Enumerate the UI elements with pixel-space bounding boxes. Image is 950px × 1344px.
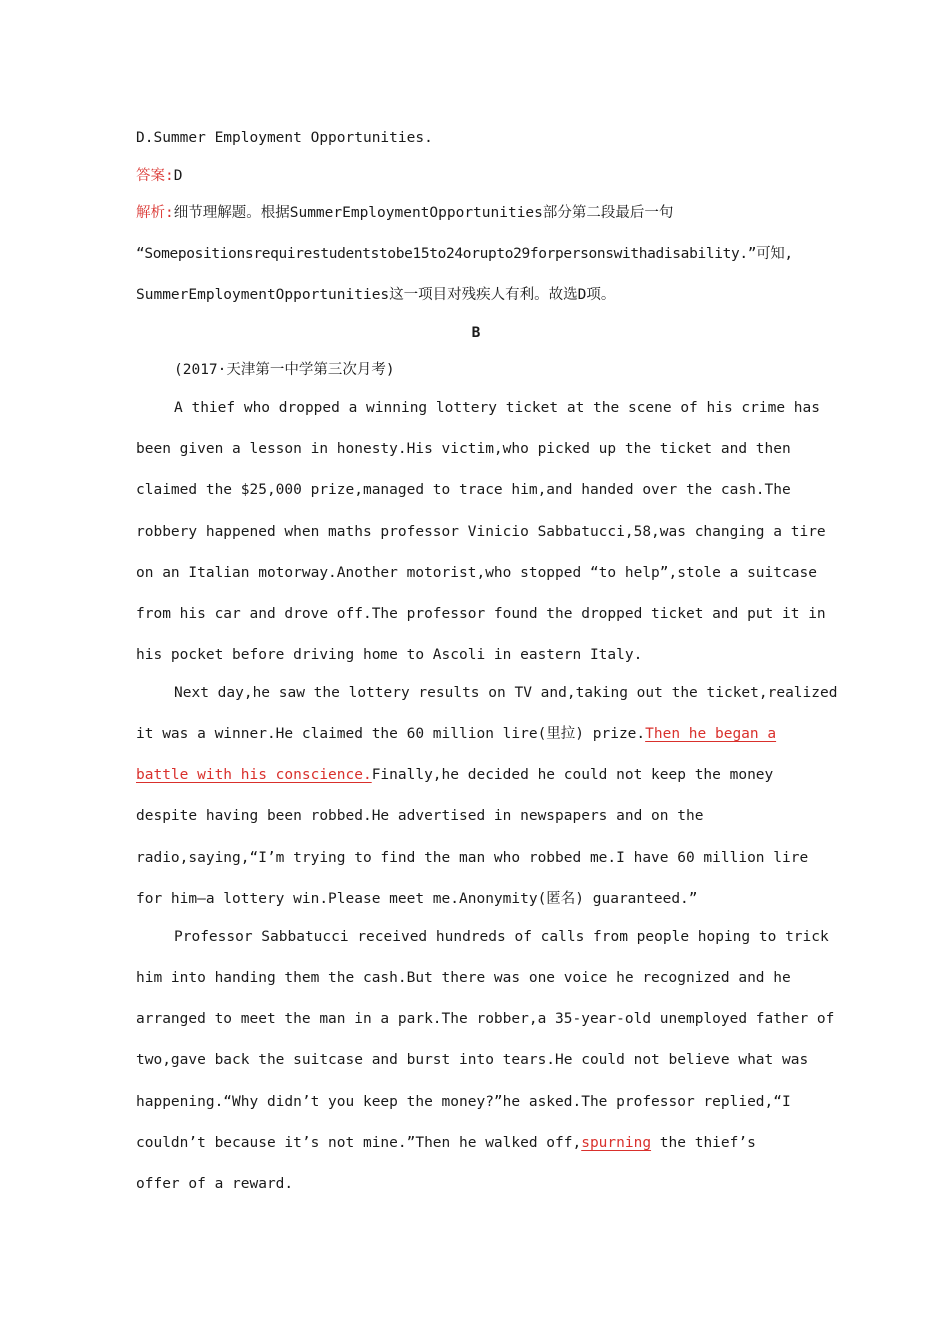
option-d: D.Summer Employment Opportunities. — [136, 130, 433, 146]
answer-line — [136, 166, 182, 186]
para1-line-4: robbery happened when maths professor Vinicio Sabbatucci,58,was changing a tire — [136, 524, 826, 540]
para2-line-2 — [136, 724, 776, 744]
para3-line-6-text: couldn’t because it’s not mine.”Then he walked off, — [136, 1135, 582, 1151]
para1-line-6: from his car and drove off.The professor found the dropped ticket and put it in — [136, 606, 826, 622]
para2-line-1: Next day,he saw the lottery results on TV and,taking out the ticket,realized — [174, 685, 838, 701]
para3-line-4: two,gave back the suitcase and burst into tears.He could not believe what was — [136, 1052, 809, 1068]
answer-label: 答案: — [136, 168, 174, 184]
para2-line-2-text: it was a winner.He claimed the 60 million lire(里拉) prize. — [136, 726, 646, 742]
analysis-text-1: 细节理解题。根据SummerEmploymentOpportunities部分第二段最后一句 — [173, 205, 674, 221]
highlighted-word-spurning: spurning — [581, 1135, 652, 1151]
para3-line-3: arranged to meet the man in a park.The robber,a 35-year-old unemployed father of — [136, 1011, 835, 1027]
section-source: (2017·天津第一中学第三次月考) — [174, 362, 395, 378]
para1-line-7: his pocket before driving home to Ascoli in eastern Italy. — [136, 647, 643, 663]
para3-line-2: him into handing them the cash.But there was one voice he recognized and he — [136, 970, 791, 986]
analysis-line-1 — [136, 203, 673, 223]
highlighted-phrase-end: battle with his conscience. — [136, 767, 372, 783]
highlighted-phrase-start: Then he began a — [645, 726, 777, 742]
para2-line-3 — [136, 765, 773, 785]
analysis-line-2: “Somepositionsrequirestudentstobe15to24orupto29forpersonswithadisability.”可知, — [136, 246, 793, 262]
para3-line-7: offer of a reward. — [136, 1176, 294, 1192]
para2-line-6: for him—a lottery win.Please meet me.Anonymity(匿名) guaranteed.” — [136, 891, 698, 907]
para2-line-3-text: Finally,he decided he could not keep the money — [371, 767, 774, 783]
para1-line-1: A thief who dropped a winning lottery ticket at the scene of his crime has — [174, 400, 821, 416]
para1-line-2: been given a lesson in honesty.His victim,who picked up the ticket and then — [136, 441, 791, 457]
para2-line-5: radio,saying,“I’m trying to find the man who robbed me.I have 60 million lire — [136, 850, 809, 866]
analysis-line-3: SummerEmploymentOpportunities这一项目对残疾人有利。故选D项。 — [136, 287, 616, 303]
analysis-label: 解析: — [136, 205, 174, 221]
para3-line-1: Professor Sabbatucci received hundreds of calls from people hoping to trick — [174, 929, 829, 945]
para3-line-6-tail: the thief’s — [651, 1135, 756, 1151]
para2-line-4: despite having been robbed.He advertised in newspapers and on the — [136, 808, 704, 824]
answer-value: D — [173, 168, 183, 184]
para3-line-6 — [136, 1133, 756, 1153]
para1-line-5: on an Italian motorway.Another motorist,who stopped “to help”,stole a suitcase — [136, 565, 817, 581]
para3-line-5: happening.“Why didn’t you keep the money?”he asked.The professor replied,“I — [136, 1094, 791, 1110]
section-letter: B — [471, 325, 481, 341]
para1-line-3: claimed the $25,000 prize,managed to trace him,and handed over the cash.The — [136, 482, 791, 498]
